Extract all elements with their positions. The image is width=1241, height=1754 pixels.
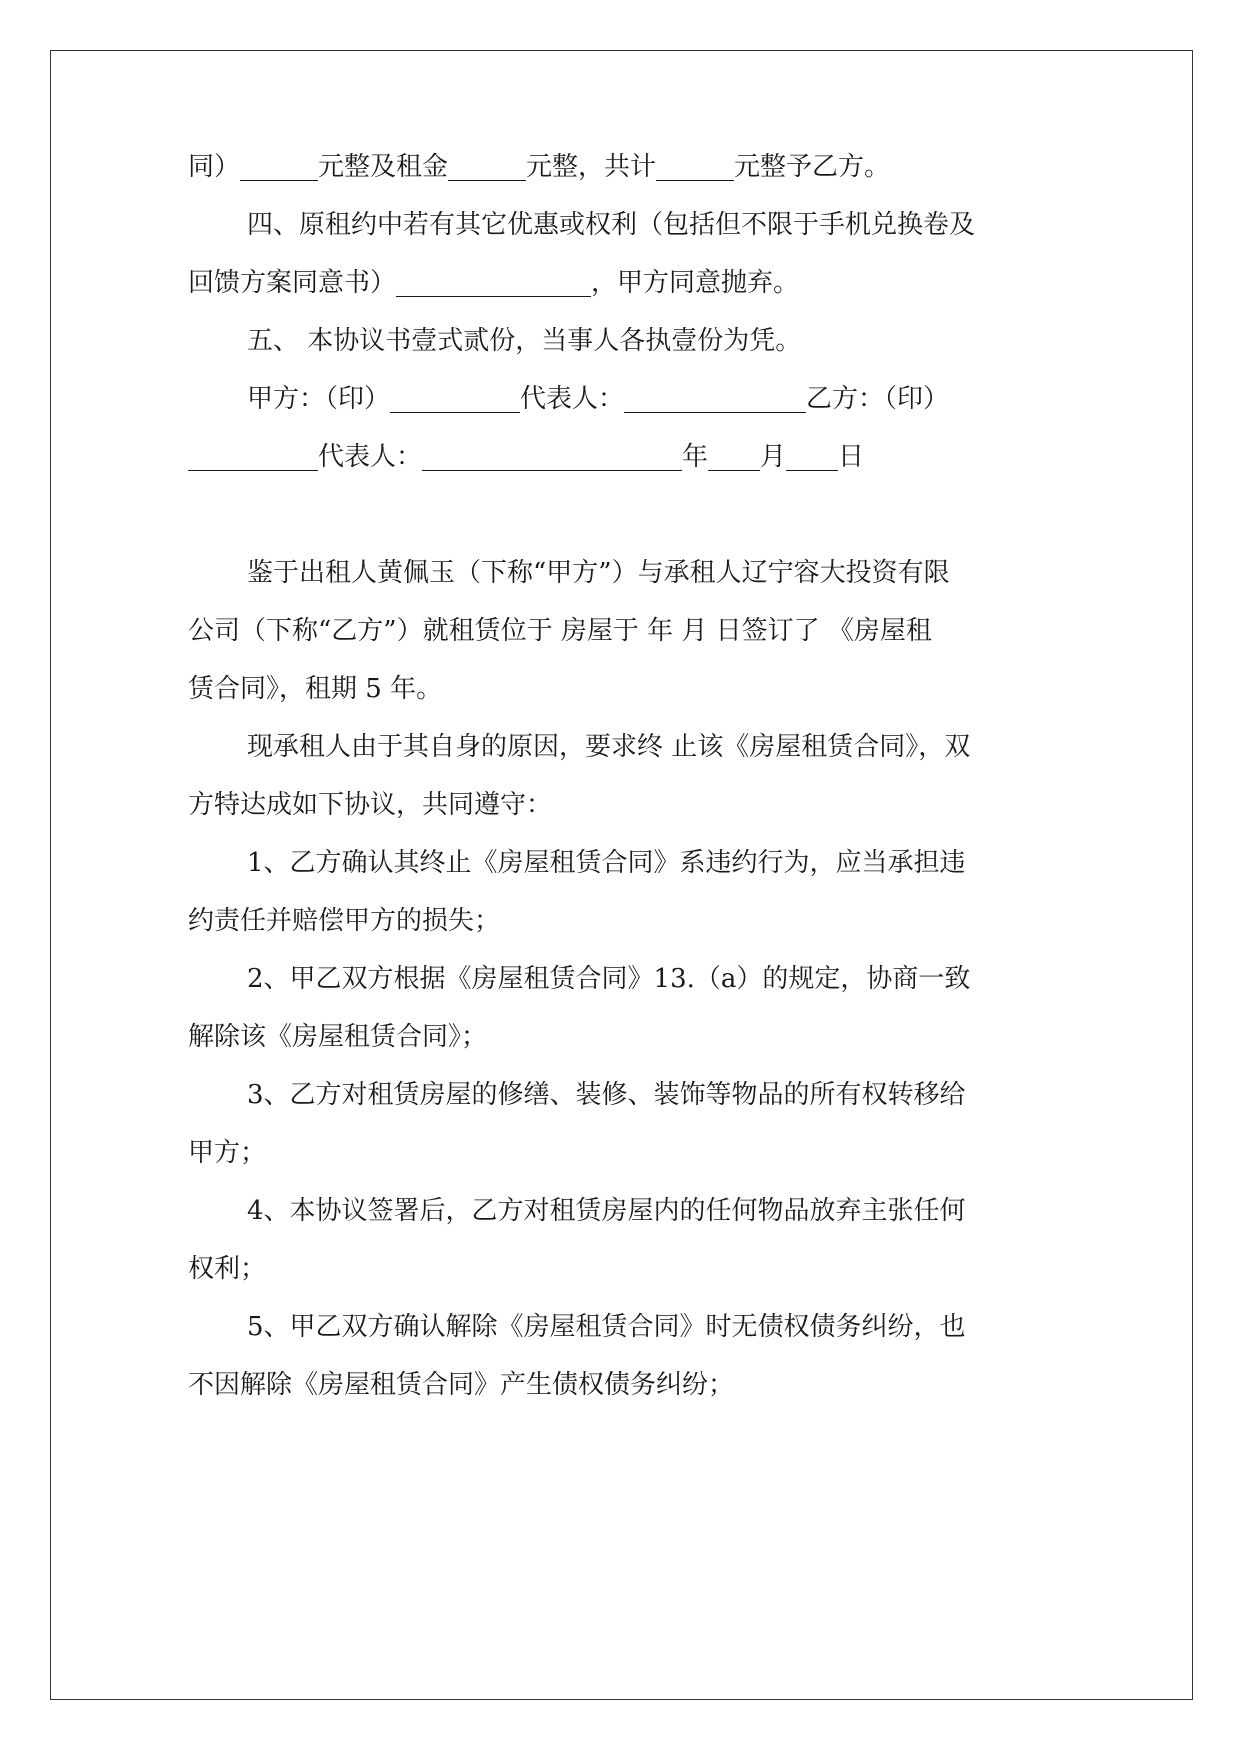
- text-line-item-4-end: 权利；: [188, 1254, 267, 1284]
- text-line-clause-4-end: 回馈方案同意书）_______________，甲方同意抛弃。: [188, 268, 800, 298]
- text-line-reason-1: 现承租人由于其自身的原因，要求终 止该《房屋租赁合同》，双: [247, 732, 971, 762]
- text-line-signature-2: __________代表人：____________________年____月____日: [188, 442, 865, 472]
- text-line-item-2-start: 2、甲乙双方根据《房屋租赁合同》13.（a）的规定，协商一致: [247, 964, 971, 994]
- text-line-preamble-1: 鉴于出租人黄佩玉（下称“甲方”）与承租人辽宁容大投资有限: [247, 558, 950, 588]
- text-line-clause-5: 五、 本协议书壹式贰份，当事人各执壹份为凭。: [247, 326, 802, 356]
- text-line-item-5-end: 不因解除《房屋租赁合同》产生债权债务纠纷；: [188, 1370, 735, 1400]
- text-line-clause-4-start: 四、原租约中若有其它优惠或权利（包括但不限于手机兑换卷及: [247, 210, 976, 240]
- text-line-item-1-end: 约责任并赔偿甲方的损失；: [188, 906, 501, 936]
- text-line-item-3-start: 3、乙方对租赁房屋的修缮、装修、装饰等物品的所有权转移给: [247, 1080, 966, 1110]
- text-line-signature-1: 甲方：（印）__________代表人：______________乙方：（印）: [247, 384, 950, 414]
- text-line-item-3-end: 甲方；: [188, 1138, 267, 1168]
- text-line-item-2-end: 解除该《房屋租赁合同》；: [188, 1022, 488, 1052]
- text-line-item-5-start: 5、甲乙双方确认解除《房屋租赁合同》时无债权债务纠纷，也: [247, 1312, 966, 1342]
- text-line-item-4-start: 4、本协议签署后，乙方对租赁房屋内的任何物品放弃主张任何: [247, 1196, 966, 1226]
- text-line-preamble-3: 赁合同》，租期 5 年。: [188, 674, 443, 704]
- text-line-reason-2: 方特达成如下协议，共同遵守：: [188, 790, 553, 820]
- text-line-item-1-start: 1、乙方确认其终止《房屋租赁合同》系违约行为，应当承担违: [247, 848, 966, 878]
- text-line-payment-amounts: 同）______元整及租金______元整，共计______元整予乙方。: [188, 152, 891, 182]
- text-line-preamble-2: 公司（下称“乙方”）就租赁位于 房屋于 年 月 日签订了 《房屋租: [188, 616, 932, 646]
